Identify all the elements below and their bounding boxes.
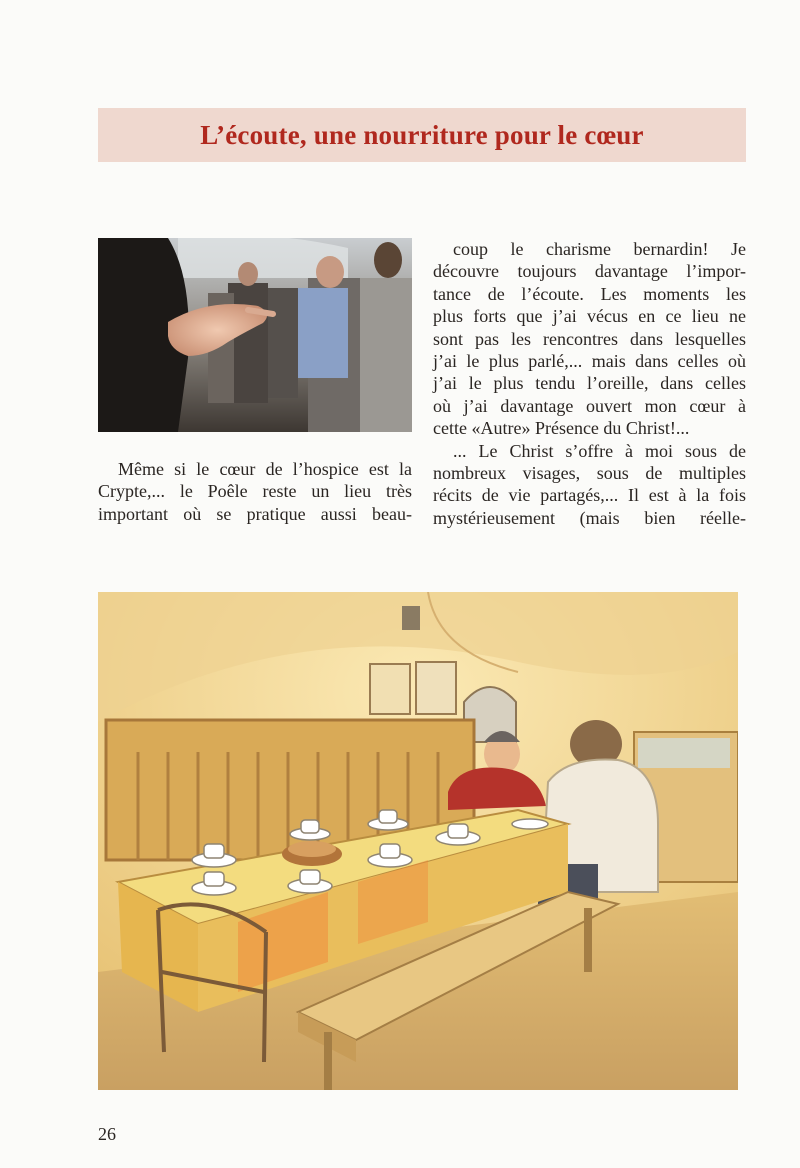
right-line-2: découvre toujours davantage l’impor-: [433, 261, 746, 282]
left-column: [98, 458, 412, 525]
right-line-3: tance de l’écoute. Les moments les: [433, 283, 746, 304]
title-band: [98, 108, 746, 162]
right-line-5: sont pas les rencontres dans lesquelles: [433, 328, 746, 349]
right-line-8: où j’ai davantage ouvert mon cœur à: [433, 395, 746, 416]
page-title: L’écoute, une nourriture pour le cœur: [200, 119, 644, 150]
crypt-photo: [98, 238, 412, 432]
right-line-6: j’ai le plus parlé,... mais dans celles où: [433, 351, 746, 372]
right-column: [433, 238, 746, 529]
right-line-12: récits de vie partagés,... Il est à la fois: [433, 485, 746, 506]
page-number: 26: [98, 1124, 116, 1144]
left-line-2: Crypte,... le Poêle reste un lieu très: [98, 481, 412, 502]
right-line-9: cette «Autre» Présence du Christ!...: [433, 418, 690, 439]
right-line-11: nombreux visages, sous de multiples: [433, 463, 746, 484]
right-line-4: plus forts que j’ai vécus en ce lieu ne: [433, 306, 746, 327]
refectory-illustration: [98, 592, 738, 1090]
left-line-3: important où se pratique aussi beau-: [98, 503, 412, 524]
right-line-1: coup le charisme bernardin! Je: [453, 239, 746, 259]
right-line-10: ... Le Christ s’offre à moi sous de: [453, 440, 746, 461]
left-line-1: Même si le cœur de l’hospice est la: [118, 459, 412, 479]
right-line-13: mystérieusement (mais bien réelle-: [433, 507, 746, 528]
right-line-7: j’ai le plus tendu l’oreille, dans celles: [433, 373, 746, 394]
